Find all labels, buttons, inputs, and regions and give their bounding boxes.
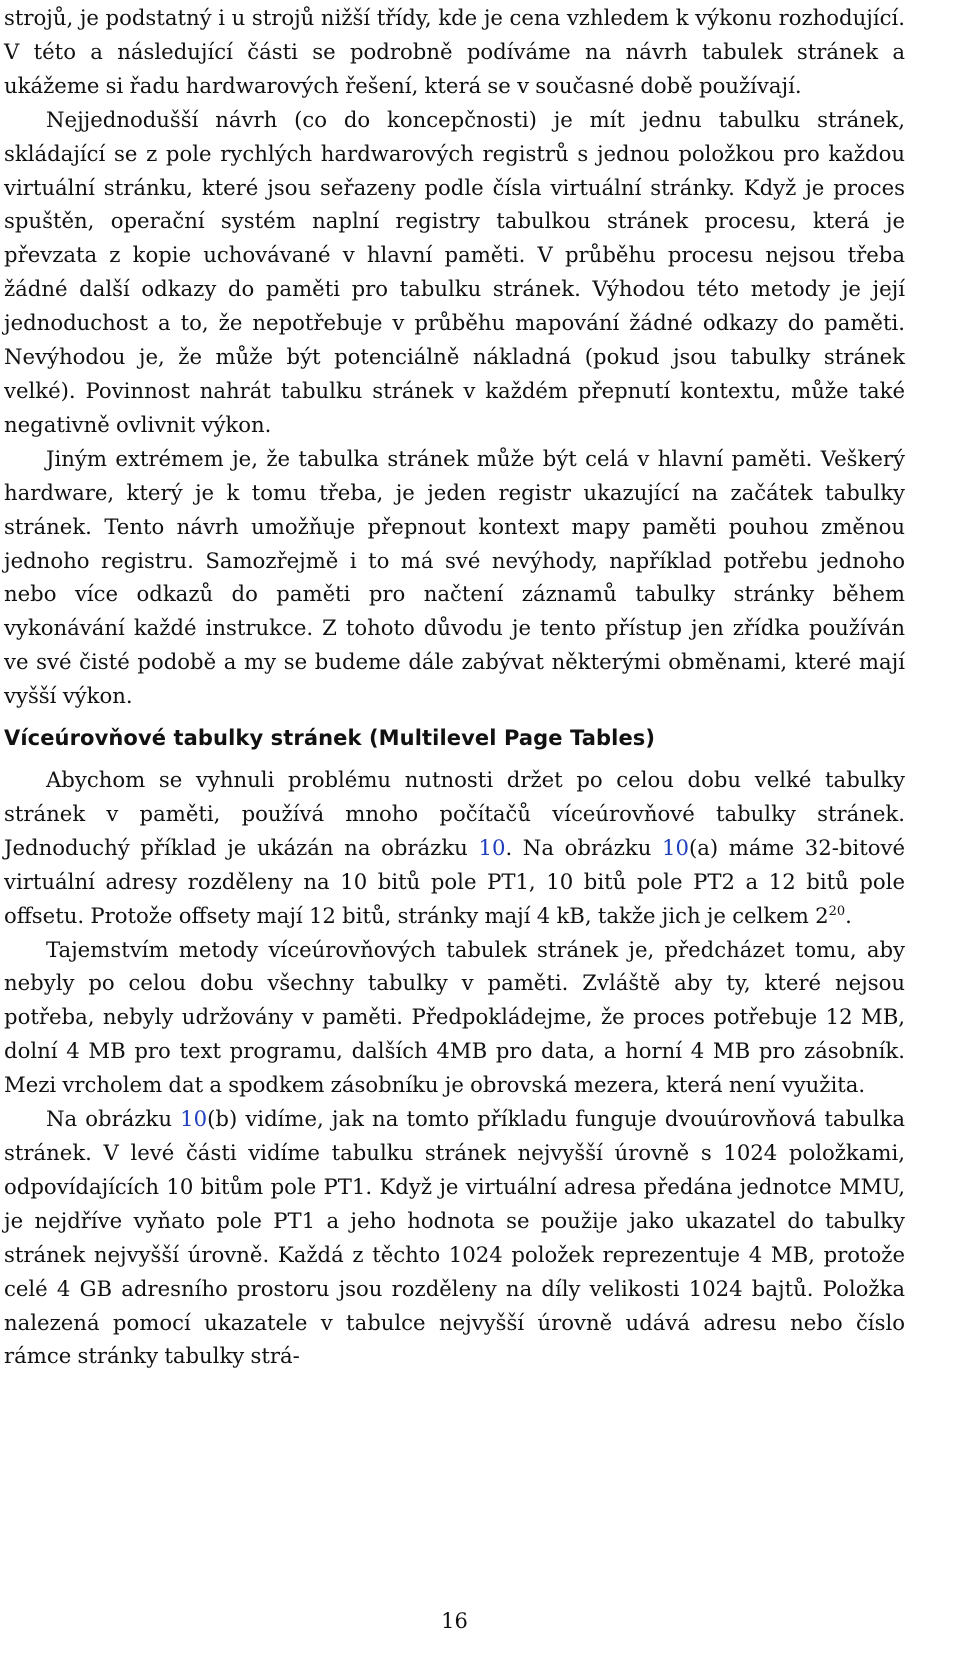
page-number: 16 <box>441 1609 468 1633</box>
figure-reference-link[interactable]: 10 <box>661 834 689 860</box>
paragraph-two-level-example <box>4 1102 905 1373</box>
superscript-exponent: 20 <box>828 903 846 919</box>
paragraph-table-in-memory: Jiným extrémem je, že tabulka stránek může být celá v hlavní paměti. Veškerý hardware, který je k tomu třeba, je jeden registr ukazující na začátek tabulky stránek. Tento návrh umožňuje přepnout kontext mapy paměti pouhou změnou jednoho registru. Samozřejmě i to má své nevýhody, například potřebu jednoho nebo více odkazů do paměti pro načtení záznamů tabulky stránky během vykonávání každé instrukce. Z tohoto důvodu je tento přístup jen zřídka používán ve své čisté podobě a my se budeme dále zabývat některými obměnami, které mají vyšší výkon. <box>4 445 905 709</box>
paragraph-text: (b) vidíme, jak na tomto příkladu funguje dvouúrovňová tabulka stránek. V levé části vidíme tabulku stránek nejvyšší úrovně s 1024 položkami, odpovídajících 10 bitům pole PT1. Když je virtuální adresa předána jednotce MMU, je nejdříve vyňato pole PT1 a jeho hodnota se použije jako ukazatel do tabulky stránek nejvyšší úrovně. Každá z těchto 1024 položek reprezentuje 4 MB, protože celé 4 GB adresního prostoru jsou rozděleny na díly velikosti 1024 bajtů. Položka nalezená pomocí ukazatele v tabulce nejvyšší úrovně udává adresu nebo číslo rámce stránky tabulky strá- <box>4 1106 905 1369</box>
paragraph-single-table: Nejjednodušší návrh (co do koncepčnosti) je mít jednu tabulku stránek, skládající se z pole rychlých hardwarových registrů s jednou položkou pro každou virtuální stránku, které jsou seřazeny podle čísla virtuální stránky. Když je proces spuštěn, operační systém naplní registry tabulkou stránek procesu, která je převzata z kopie uchovávané v hlavní paměti. V průběhu procesu nejsou třeba žádné další odkazy do paměti pro tabulku stránek. Výhodou této metody je její jednoduchost a to, že nepotřebuje v průběhu mapování žádné odkazy do paměti. Nevýhodou je, že může být potenciálně nákladná (pokud jsou tabulky stránek velké). Povinnost nahrát tabulku stránek v každém přepnutí kontextu, může také negativně ovlivnit výkon. <box>4 106 905 437</box>
paragraph-text: Na obrázku <box>46 1106 181 1132</box>
paragraph-multilevel-intro <box>4 763 905 933</box>
section-heading-multilevel-tables: Víceúrovňové tabulky stránek (Multilevel Page Tables) <box>4 726 656 751</box>
paragraph-text: Abychom se vyhnuli problému nutnosti držet po celou dobu velké tabulky stránek v paměti, používá mnoho počítačů víceúrovňové tabulky stránek. Jednoduchý příklad je ukázán na obrázku <box>4 767 905 860</box>
document-page <box>4 0 905 1654</box>
paragraph-multilevel-secret: Tajemstvím metody víceúrovňových tabulek stránek je, předcházet tomu, aby nebyly po celou dobu všechny tabulky v paměti. Zvláště aby ty, které nejsou potřeba, nebyly udržovány v paměti. Předpokládejme, že proces potřebuje 12 MB, dolní 4 MB pro text programu, dalších 4MB pro data, a horní 4 MB pro zásobník. Mezi vrcholem dat a spodkem zásobníku je obrovská mezera, která není využita. <box>4 936 905 1098</box>
paragraph-intro: strojů, je podstatný i u strojů nižší třídy, kde je cena vzhledem k výkonu rozhodující. V této a následující části se podrobně podíváme na návrh tabulek stránek a ukážeme si řadu hardwarových řešení, která se v současné době používají. <box>4 5 905 98</box>
paragraph-text: . Na obrázku <box>505 834 662 860</box>
paragraph-text: (a) máme 32-bitové virtuální adresy rozděleny na 10 bitů pole PT1, 10 bitů pole PT2 a 12 bitů pole offsetu. Protože offsety mají 12 bitů, stránky mají 4 kB, takže jich je celkem 2 <box>4 834 905 928</box>
figure-reference-link[interactable]: 10 <box>180 1106 208 1132</box>
figure-reference-link[interactable]: 10 <box>478 834 506 860</box>
paragraph-text: . <box>845 902 852 928</box>
